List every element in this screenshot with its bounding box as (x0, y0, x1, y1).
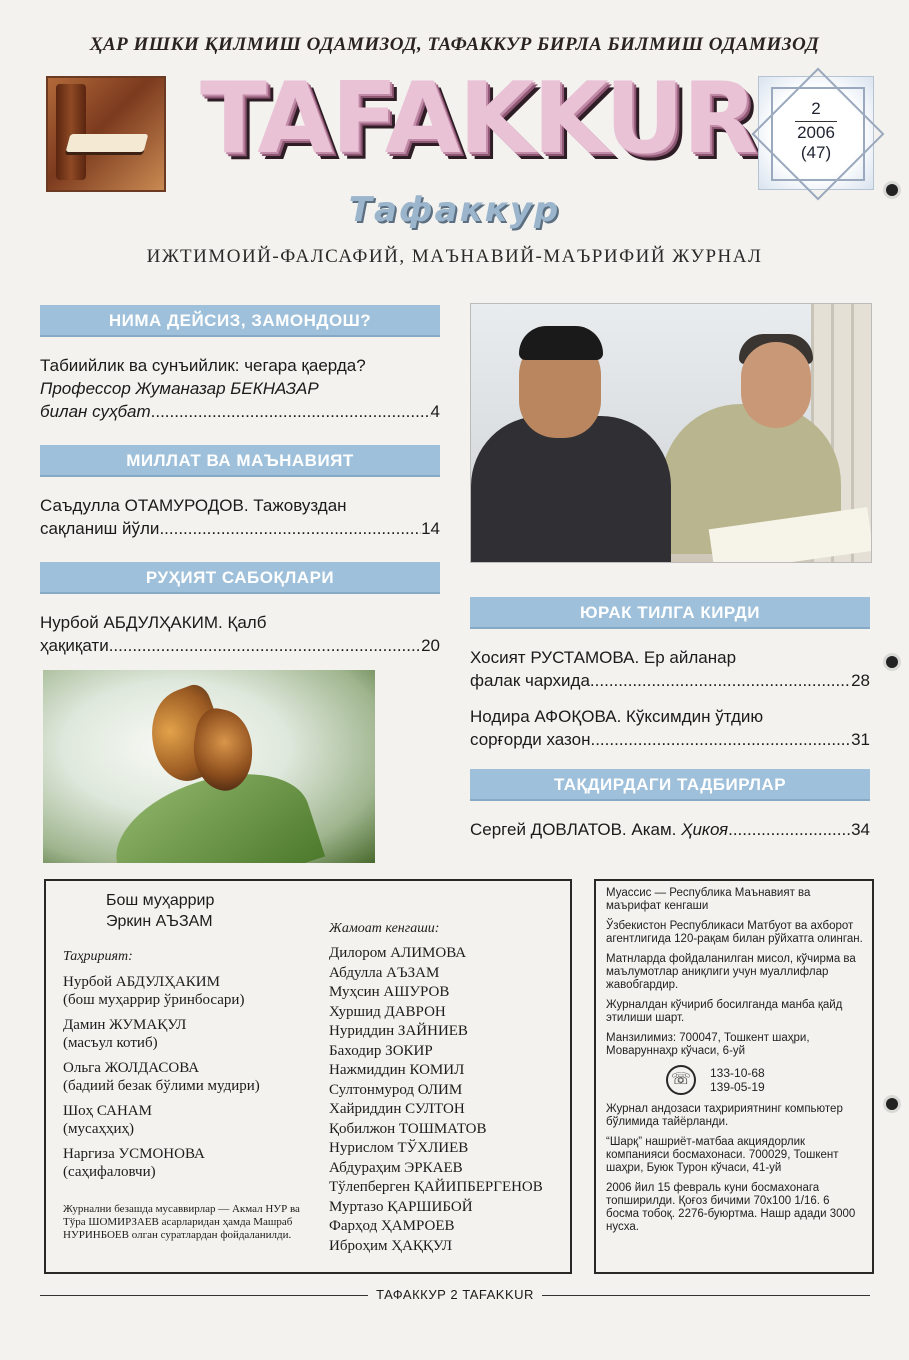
staff-list (63, 973, 333, 1181)
council-member: Қобилжон ТОШМАТОВ (329, 1120, 487, 1137)
info-reprint: Журналдан кўчириб босилганда манба қайд этилиши шарт. (606, 999, 843, 1024)
toc-entry-1-page: 4 (430, 402, 440, 421)
footer-text: ТАФАККУР 2 TAFAKKUR (368, 1287, 542, 1302)
toc-entry-2[interactable] (40, 494, 440, 540)
toc-entry-5-line1: Нодира АФОҚОВА. Кўксимдин ўтдию (470, 707, 764, 726)
butterfly-photo (43, 670, 375, 863)
council-member: Тўлепберген ҚАЙИПБЕРГЕНОВ (329, 1179, 543, 1195)
toc-entry-2-line2: сақланиш йўли (40, 519, 160, 538)
person-left-hair (519, 326, 603, 360)
drape-decoration (56, 84, 86, 180)
staff-name: Шоҳ САНАМ (63, 1103, 152, 1119)
section-band-2: МИЛЛАТ ВА МАЪНАВИЯТ (40, 445, 440, 477)
council-member: Муртазо ҚАРШИБОЙ (329, 1198, 473, 1215)
issue-total: (47) (800, 143, 832, 162)
masthead-cyrillic: Тафаккур (348, 190, 561, 230)
design-credits: Журнални безашда мусаввирлар — Акмал НУР ва Тўра ШОМИРЗАЕВ асарларидан ҳамда Машраб НУРИНБОЕВ олган суратлардан фойдаланилди. (63, 1203, 300, 1241)
council-member: Хуршид ДАВРОН (329, 1003, 446, 1020)
interview-photo (470, 303, 872, 563)
toc-entry-5[interactable] (470, 705, 870, 751)
dot-leader (590, 728, 851, 751)
toc-entry-6-page: 34 (851, 820, 870, 839)
toc-entry-6-genre: Ҳикоя (681, 820, 729, 839)
council-member: Муҳсин АШУРОВ (329, 984, 450, 1000)
toc-entry-3-line1: Нурбой АБДУЛҲАКИМ. Қалб (40, 613, 267, 632)
book-illustration (46, 76, 166, 192)
open-book-icon (66, 134, 149, 152)
council-member: Баходир ЗОКИР (329, 1042, 433, 1059)
toc-entry-3-line2: ҳақиқати (40, 636, 109, 655)
toc-entry-2-page: 14 (421, 519, 440, 538)
toc-entry-3[interactable] (40, 611, 440, 657)
council-member: Абдураҳим ЭРКАЕВ (329, 1159, 463, 1176)
toc-entry-6-text: Сергей ДОВЛАТОВ. Акам. (470, 820, 677, 839)
binder-hole (886, 184, 898, 196)
dot-leader (151, 400, 431, 423)
masthead: TAFAKKUR (200, 62, 756, 176)
staff-role: (бадиий безак бўлими мудири) (63, 1078, 260, 1094)
issue-badge (758, 76, 874, 190)
council-member: Нуриддин ЗАЙНИЕВ (329, 1023, 468, 1039)
staff-role: (мусаҳҳиҳ) (63, 1121, 135, 1137)
info-layout: Журнал андозаси таҳририятнинг компьютер бўлимида тайёрланди. (606, 1103, 843, 1128)
info-printer: “Шарқ” нашриёт-матбаа акциядорлик компанияси босмахонаси. 700029, Тошкент шаҳри, Буюк Турон кўчаси, 41-уй (606, 1136, 839, 1174)
staff-name: Наргиза УСМОНОВА (63, 1146, 205, 1162)
toc-entry-4[interactable] (470, 646, 870, 692)
issue-year: 2006 (797, 123, 835, 142)
issue-divider (795, 121, 837, 122)
binder-hole (886, 1098, 898, 1110)
toc-entry-3-page: 20 (421, 636, 440, 655)
council-member: Абдулла АЪЗАМ (329, 964, 440, 981)
toc-entry-4-page: 28 (851, 671, 870, 690)
council-member: Султонмурод ОЛИМ (329, 1081, 463, 1098)
toc-entry-2-line1: Саъдулла ОТАМУРОДОВ. Тажовуздан (40, 496, 347, 515)
staff-role: (масъул котиб) (63, 1035, 158, 1051)
toc-entry-1-line1: Табиийлик ва сунъийлик: чегара қаерда? (40, 356, 366, 375)
editorial-box (44, 879, 572, 1274)
info-founder: Муассис — Республика Маънавият ва маърифат кенгаши (606, 887, 811, 912)
council-heading: Жамоат кенгаши: (329, 921, 440, 936)
section-band-3: РУҲИЯТ САБОҚЛАРИ (40, 562, 440, 594)
chief-editor-name: Эркин АЪЗАМ (106, 913, 213, 930)
binder-hole (886, 656, 898, 668)
dot-leader (590, 669, 851, 692)
staff-role: (саҳифаловчи) (63, 1164, 156, 1180)
phone-numbers (710, 1066, 765, 1094)
toc-entry-5-page: 31 (851, 730, 870, 749)
staff-name: Ольга ЖОЛДАСОВА (63, 1060, 200, 1076)
council-member: Иброҳим ҲАҚҚУЛ (329, 1237, 453, 1254)
phone-number: 133-10-68 (710, 1066, 765, 1080)
journal-subtitle: ИЖТИМОИЙ-ФАЛСАФИЙ, МАЪНАВИЙ-МАЪРИФИЙ ЖУРНАЛ (146, 246, 763, 267)
dot-leader (109, 634, 421, 657)
toc-entry-4-line1: Хосият РУСТАМОВА. Ер айланар (470, 648, 737, 667)
phone-icon: ☏ (666, 1065, 696, 1095)
council-member: Дилором АЛИМОВА (329, 945, 467, 961)
page-footer (40, 1287, 870, 1303)
staff-name: Дамин ЖУМАҚУЛ (63, 1017, 187, 1033)
section-band-5: ТАҚДИРДАГИ ТАДБИРЛАР (470, 769, 870, 801)
info-responsibility: Матнларда фойдаланилган мисол, кўчирма ва маълумотлар аниқлиги учун муаллифлар жавобгардир. (606, 953, 856, 991)
info-text (606, 887, 864, 1241)
person-left-body (471, 416, 671, 562)
info-registration: Ўзбекистон Республикаси Матбуот ва ахборот агентлигида 120-рақам билан рўйхатга олинган. (606, 920, 863, 945)
staff-role: (бош муҳаррир ўринбосари) (63, 992, 245, 1008)
council-member: Хайриддин СУЛТОН (329, 1101, 465, 1117)
phone-block (666, 1065, 864, 1095)
motto: ҲАР ИШКИ ҚИЛМИШ ОДАМИЗОД, ТАФАККУР БИРЛА БИЛМИШ ОДАМИЗОД (89, 34, 820, 55)
dot-leader (159, 517, 421, 540)
section-band-1: НИМА ДЕЙСИЗ, ЗАМОНДОШ? (40, 305, 440, 337)
person-right-head (741, 342, 811, 428)
issue-number: 2 (811, 99, 821, 118)
dot-leader (728, 818, 851, 841)
council-member: Нурислом ТЎХЛИЕВ (329, 1140, 469, 1156)
council-list (329, 944, 569, 1256)
info-address: Манзилимиз: 700047, Тошкент шаҳри, Моваруннаҳр кўчаси, 6-уй (606, 1032, 810, 1057)
toc-entry-1-line2: Профессор Жуманазар БЕКНАЗАР (40, 379, 319, 398)
council-member: Нажмиддин КОМИЛ (329, 1062, 465, 1078)
staff-name: Нурбой АБДУЛҲАКИМ (63, 974, 220, 990)
phone-number: 139-05-19 (710, 1080, 765, 1094)
toc-entry-4-line2: фалак чархида (470, 671, 590, 690)
council-member: Фарҳод ҲАМРОЕВ (329, 1218, 455, 1234)
publication-info-box (594, 879, 874, 1274)
toc-entry-5-line2: сорғорди хазон (470, 730, 591, 749)
toc-entry-1-line3: билан суҳбат (40, 402, 151, 421)
toc-entry-6[interactable] (470, 818, 870, 841)
staff-heading: Таҳририят: (63, 949, 133, 964)
section-band-4: ЮРАК ТИЛГА КИРДИ (470, 597, 870, 629)
info-print-details: 2006 йил 15 февраль куни босмахонага топширилди. Қоғоз бичими 70х100 1/16. 6 босма тобоқ. 2276-буюртма. Нашр адади 3000 нусха. (606, 1182, 856, 1233)
toc-entry-1[interactable] (40, 354, 440, 423)
chief-editor-label: Бош муҳаррир (106, 892, 215, 909)
